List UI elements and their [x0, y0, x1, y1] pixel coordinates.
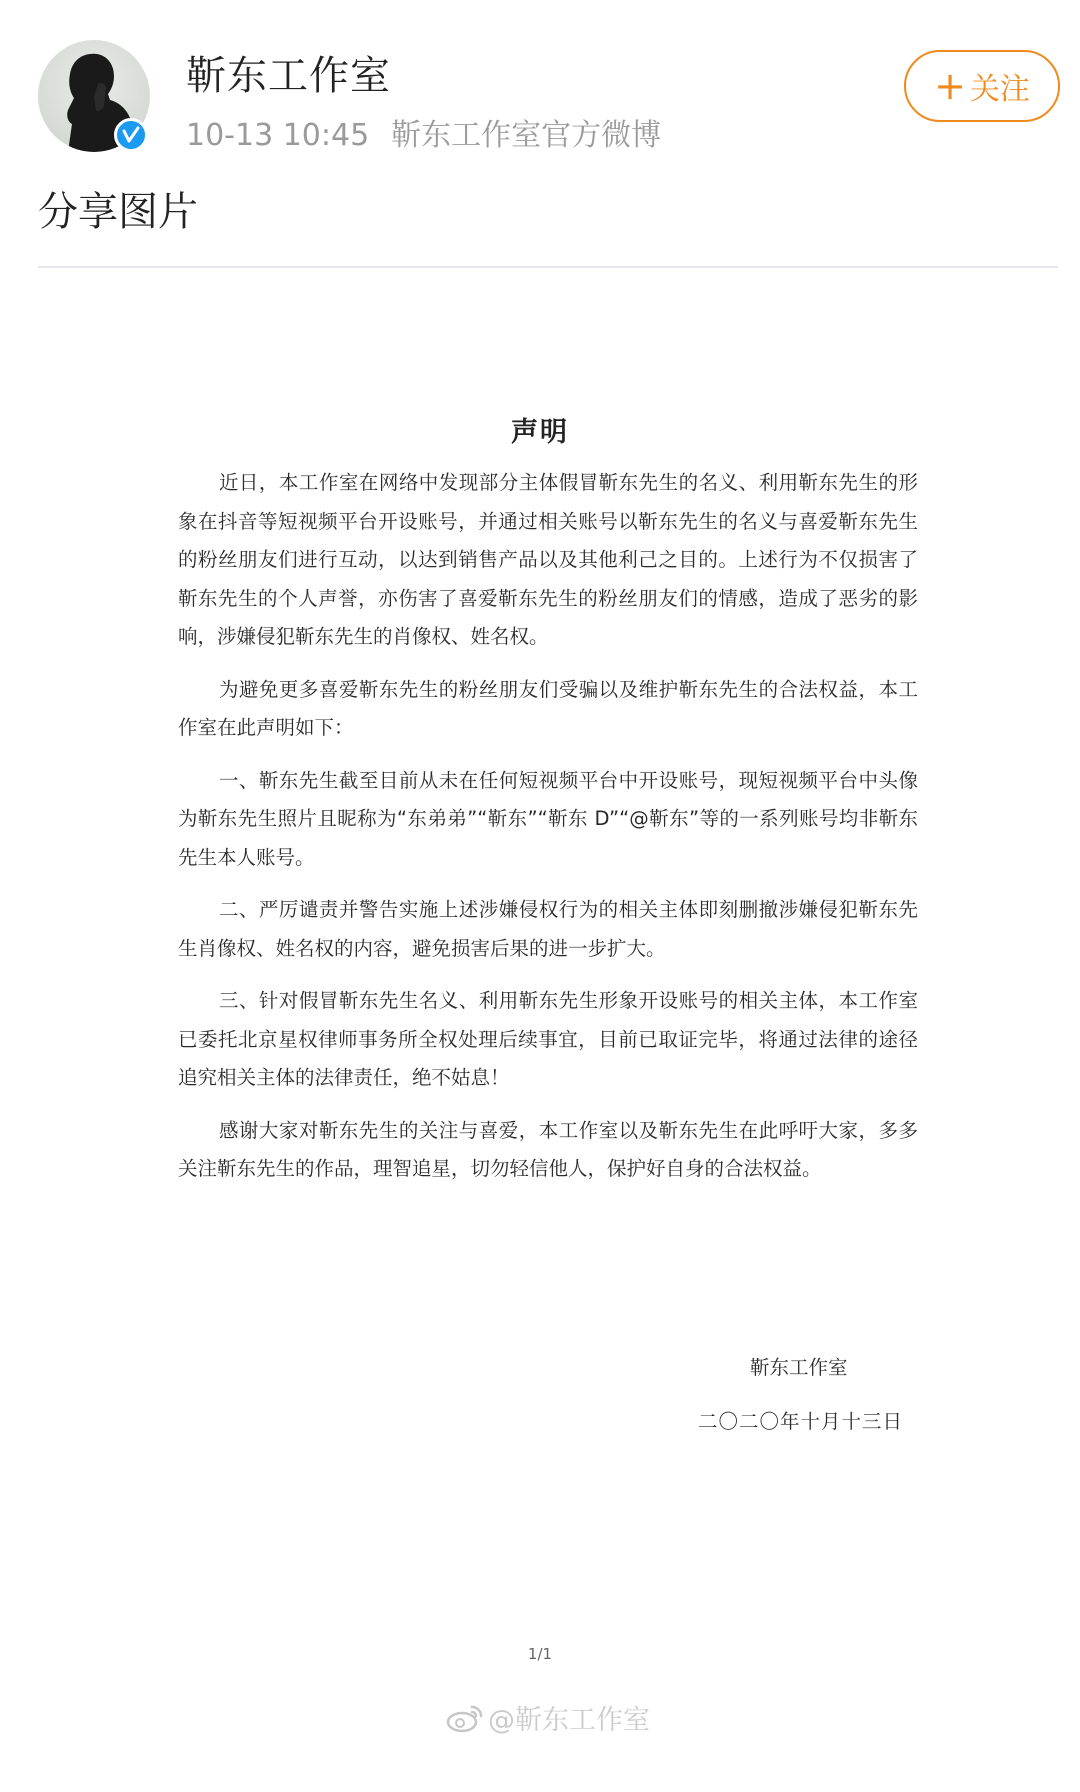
- weibo-logo-icon: [446, 1703, 484, 1733]
- plus-icon: +: [934, 64, 966, 108]
- document-title: 声明: [511, 417, 569, 448]
- shared-image[interactable]: [0, 268, 1080, 1792]
- page-number: 1/1: [527, 1645, 553, 1663]
- signature-date: 二〇二〇年十月十三日: [698, 1410, 904, 1433]
- document-paragraph: 感谢大家对靳东先生的关注与喜爱，本工作室以及靳东先生在此呼吁大家，多多关注靳东先生的作品，理智追星，切勿轻信他人，保护好自身的合法权益。: [178, 1118, 918, 1180]
- watermark: [446, 1698, 650, 1737]
- document-paragraph: 二、严厉谴责并警告实施上述涉嫌侵权行为的相关主体即刻删撤涉嫌侵犯靳东先生肖像权、姓名权的内容，避免损害后果的进一步扩大。: [178, 898, 918, 960]
- post-header: [0, 0, 1080, 235]
- post-meta: [186, 110, 661, 154]
- post-timestamp: 10-13 10:45: [186, 118, 370, 153]
- signature-org: 靳东工作室: [750, 1356, 848, 1379]
- document-paragraph: 为避免更多喜爱靳东先生的粉丝朋友们受骗以及维护靳东先生的合法权益，本工作室在此声明如下：: [178, 677, 918, 739]
- follow-label: 关注: [969, 72, 1030, 107]
- watermark-text: @靳东工作室: [488, 1705, 650, 1736]
- document-body: [178, 464, 918, 1203]
- verified-badge-icon: [114, 118, 148, 152]
- user-name[interactable]: 靳东工作室: [186, 53, 391, 99]
- post-text: 分享图片: [38, 189, 198, 235]
- document-paragraph: 近日，本工作室在网络中发现部分主体假冒靳东先生的名义、利用靳东先生的形象在抖音等短视频平台开设账号，并通过相关账号以靳东先生的名义与喜爱靳东先生的粉丝朋友们进行互动，以达到销售产品以及其他利己之目的。上述行为不仅损害了靳东先生的个人声誉，亦伤害了喜爱靳东先生的粉丝朋友们的情感，造成了恶劣的影响，涉嫌侵犯靳东先生的肖像权、姓名权。: [178, 471, 918, 648]
- follow-button[interactable]: [904, 50, 1060, 122]
- document-paragraph: 一、靳东先生截至目前从未在任何短视频平台中开设账号，现短视频平台中头像为靳东先生照片且昵称为“东弟弟”“靳东”“靳东 D”“@靳东”等的一系列账号均非靳东先生本人账号。: [178, 768, 918, 869]
- document-paragraph: 三、针对假冒靳东先生名义、利用靳东先生形象开设账号的相关主体，本工作室已委托北京星权律师事务所全权处理后续事宜，目前已取证完毕，将通过法律的途径追究相关主体的法律责任，绝不姑息！: [178, 989, 918, 1089]
- post-source: 靳东工作室官方微博: [391, 118, 662, 153]
